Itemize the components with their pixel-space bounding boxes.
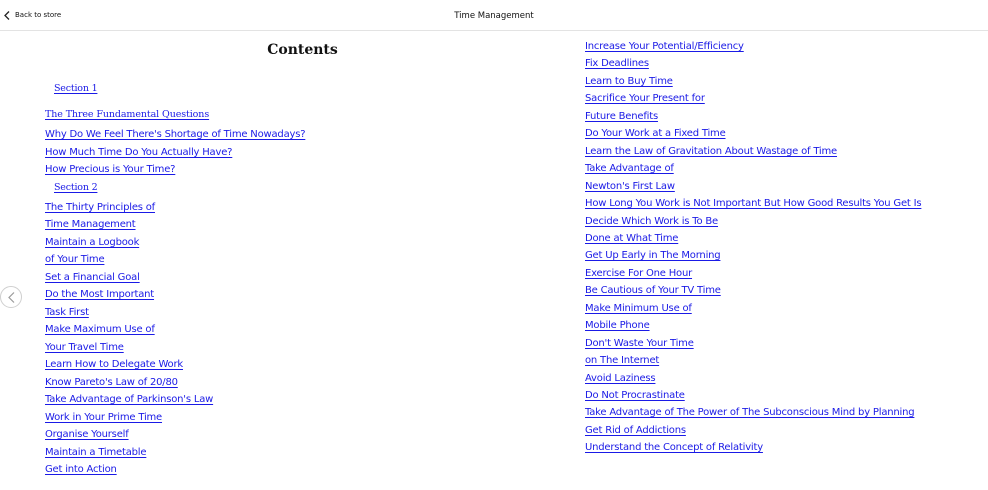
toc-link[interactable]: How Long You Work is Not Important But How Good Results You Get Is	[585, 198, 922, 210]
toc-link[interactable]: Set a Financial Goal	[45, 272, 140, 283]
book-title: Time Management	[454, 11, 534, 21]
toc-link[interactable]: Increase Your Potential/Efficiency	[585, 41, 744, 52]
contents-heading: Contents	[267, 42, 338, 58]
toc-link[interactable]: Make Minimum Use of	[585, 302, 692, 314]
toc-link[interactable]: Decide Which Work is To Be	[585, 215, 719, 227]
toc-link[interactable]: Know Pareto's Law of 20/80	[45, 377, 178, 388]
toc-link[interactable]: Get Rid of Addictions	[585, 424, 686, 436]
chevron-left-icon	[8, 288, 15, 307]
toc-link[interactable]: Learn How to Delegate Work	[45, 359, 183, 370]
toc-link[interactable]: Learn the Law of Gravitation About Wastage of Time	[585, 145, 838, 157]
toc-link[interactable]: Organise Yourself	[45, 429, 129, 440]
toc-link[interactable]: Take Advantage of The Power of The Subconscious Mind by Planning	[585, 407, 915, 419]
back-to-store-label: Back to store	[15, 11, 62, 19]
toc-link[interactable]: Why Do We Feel There's Shortage of Time Nowadays?	[45, 129, 306, 140]
toc-link[interactable]: Work in Your Prime Time	[45, 412, 163, 423]
toc-link[interactable]: Learn to Buy Time	[585, 75, 673, 87]
previous-page-button[interactable]	[0, 286, 22, 308]
toc-link[interactable]: Understand the Concept of Relativity	[585, 442, 763, 454]
toc-link[interactable]: The Thirty Principles of	[45, 202, 155, 213]
toc-link[interactable]: Time Management	[45, 219, 136, 230]
toc-link[interactable]: Avoid Laziness	[585, 372, 656, 384]
toc-link[interactable]: Done at What Time	[585, 232, 679, 244]
toc-link[interactable]: Maintain a Timetable	[45, 447, 147, 458]
toc-link[interactable]: Newton's First Law	[585, 180, 675, 192]
toc-link[interactable]: Sacrifice Your Present for	[585, 93, 705, 105]
toc-link[interactable]: How Precious is Your Time?	[45, 164, 176, 175]
toc-section-link[interactable]: Section 1	[54, 83, 98, 94]
toc-link[interactable]: Do Your Work at a Fixed Time	[585, 128, 726, 140]
toc-link[interactable]: Get Up Early in The Morning	[585, 250, 721, 262]
toc-link[interactable]: Take Advantage of Parkinson's Law	[45, 394, 214, 405]
toc-link[interactable]: Exercise For One Hour	[585, 267, 693, 279]
toc-link[interactable]: Mobile Phone	[585, 320, 650, 332]
toc-link[interactable]: Your Travel Time	[45, 342, 124, 353]
toc-link[interactable]: Don't Waste Your Time	[585, 337, 694, 349]
toc-link[interactable]: The Three Fundamental Questions	[45, 109, 210, 120]
toc-link[interactable]: Do Not Procrastinate	[585, 390, 685, 401]
toc-link[interactable]: Make Maximum Use of	[45, 324, 155, 335]
toc-link[interactable]: of Your Time	[45, 254, 105, 265]
toc-link[interactable]: Do the Most Important	[45, 289, 155, 300]
toc-link[interactable]: Future Benefits	[585, 110, 658, 122]
toc-link[interactable]: on The Internet	[585, 355, 660, 367]
top-bar	[0, 0, 988, 31]
toc-link[interactable]: Be Cautious of Your TV Time	[585, 285, 721, 297]
toc-link[interactable]: How Much Time Do You Actually Have?	[45, 147, 233, 158]
toc-link[interactable]: Task First	[45, 307, 89, 318]
toc-section-link[interactable]: Section 2	[54, 182, 98, 193]
toc-link[interactable]: Maintain a Logbook	[45, 237, 140, 248]
toc-link[interactable]: Fix Deadlines	[585, 58, 649, 70]
toc-link[interactable]: Take Advantage of	[585, 163, 674, 175]
toc-link[interactable]: Get into Action	[45, 464, 117, 475]
